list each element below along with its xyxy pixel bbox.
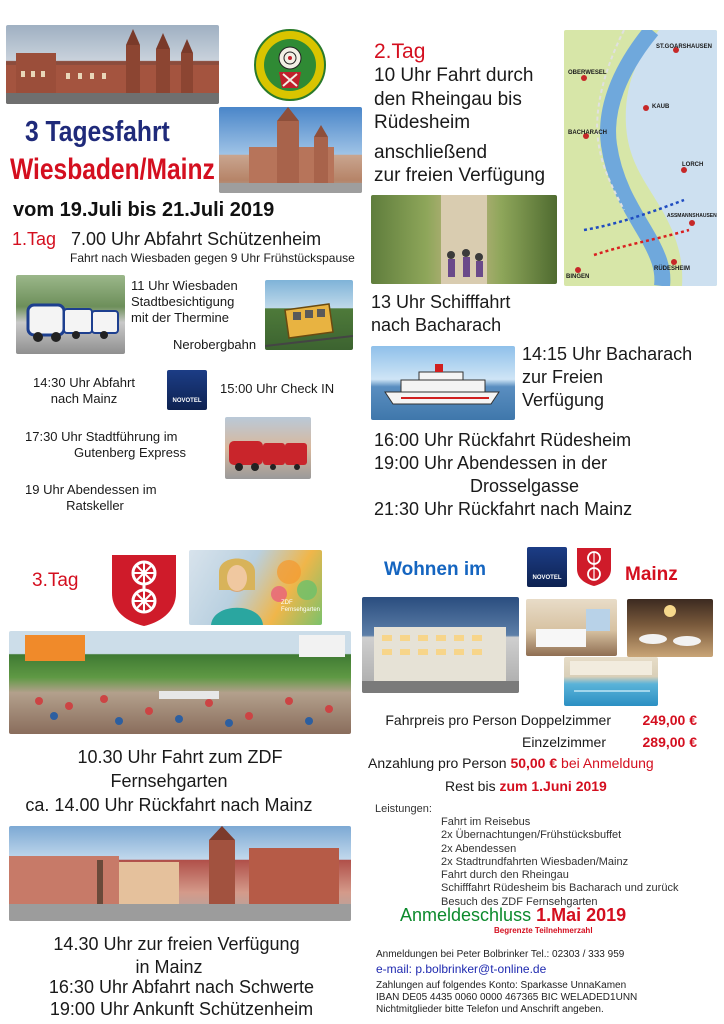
service-item: Fahrt durch den Rheingau <box>441 869 569 882</box>
deposit-value: 50,00 € <box>510 755 558 771</box>
deposit-suffix: bei Anmeldung <box>561 755 654 771</box>
contact-line: Anmeldungen bei Peter Bolbrinker Tel.: 02303 / 333 959 <box>376 949 625 960</box>
day2-return-2: 19:00 Uhr Abendessen in der <box>374 453 608 473</box>
rest-line <box>445 779 607 794</box>
service-item: 2x Übernachtungen/Frühstücksbuffet <box>441 829 622 842</box>
map-place-7: BINGEN <box>566 274 590 280</box>
day1-label: 1.Tag <box>12 229 57 249</box>
bank-line-3: Nichtmitglieder bitte Telefon und Anschrift angeben. <box>376 1004 604 1015</box>
hotel-mainz: Mainz <box>625 564 678 585</box>
day2-line2: den Rheingau bis <box>374 89 522 110</box>
day1-dinner-line1: 19 Uhr Abendessen im <box>25 482 157 497</box>
services-label: Leistungen: <box>375 803 432 815</box>
deadline-date: 1.Mai 2019 <box>536 905 627 925</box>
thermine-train-photo <box>16 275 125 354</box>
wiesbaden-palace-photo <box>6 25 219 104</box>
day1-guide-line2: Gutenberg Express <box>73 445 186 460</box>
day3-free-line1: 14.30 Uhr zur freien Verfügung <box>53 934 300 954</box>
services-list <box>441 816 678 909</box>
zdf-presenter-photo <box>189 550 322 625</box>
hotel-room-photo <box>526 599 617 656</box>
trip-dates: vom 19.Juli bis 21.Juli 2019 <box>13 199 275 221</box>
price-single-value: 289,00 € <box>642 734 697 750</box>
map-place-5: ASSMANNSHAUSEN <box>667 213 717 219</box>
hotel-restaurant-photo <box>627 599 713 657</box>
novotel-logo-text: NOVOTEL <box>172 398 202 404</box>
rhine-map <box>564 30 717 286</box>
day2-return-1: 16:00 Uhr Rückfahrt Rüdesheim <box>374 430 632 450</box>
novotel-logo-large <box>527 547 567 587</box>
palace-drawing <box>6 25 219 104</box>
day2-bach-line2: zur Freien <box>522 367 604 387</box>
deadline-line <box>400 906 626 926</box>
service-item: 2x Stadtrundfahrten Wiesbaden/Mainz <box>441 855 629 868</box>
day3-zdf-line3: ca. 14.00 Uhr Rückfahrt nach Mainz <box>25 795 313 815</box>
day3-free-line3: 16:30 Uhr Abfahrt nach Schwerte <box>48 977 315 997</box>
day2-label: 2.Tag <box>374 40 426 63</box>
mainz-coat-of-arms <box>108 553 180 627</box>
day1-mainz-line2: nach Mainz <box>50 391 118 406</box>
price-single-label: Einzelzimmer <box>521 734 606 750</box>
map-place-4: LORCH <box>682 162 704 168</box>
day1-tour-line2: Stadtbesichtigung <box>131 294 235 309</box>
rhine-ship-photo <box>371 346 515 420</box>
drosselgasse-photo <box>371 195 557 284</box>
map-place-3: BACHARACH <box>568 130 607 136</box>
day1-tour-line1: 11 Uhr Wiesbaden <box>131 278 238 293</box>
day2-return-3: Drosselgasse <box>470 476 580 496</box>
day3-zdf-line2: Fernsehgarten <box>110 771 228 791</box>
day2-bach-line1: 14:15 Uhr Bacharach <box>522 344 693 364</box>
novotel-logo-large-text: NOVOTEL <box>532 575 562 581</box>
day1-checkin: 15:00 Uhr Check IN <box>220 381 335 396</box>
nerobergbahn-label: Nerobergbahn <box>173 337 257 352</box>
service-item: Besuch des ZDF Fernsehgarten <box>441 895 598 908</box>
mainz-coat-of-arms-small <box>575 547 613 587</box>
day3-free-line2: in Mainz <box>135 957 203 977</box>
bank-line-1: Zahlungen auf folgendes Konto: Sparkasse UnnaKamen <box>376 980 627 991</box>
zdf-badge: ZDF Fernsehgarten <box>281 600 321 614</box>
rest-label: Rest bis <box>445 778 496 794</box>
nerobergbahn-photo <box>265 280 353 350</box>
map-place-1: OBERWESEL <box>568 70 607 76</box>
day3-label: 3.Tag <box>32 570 79 591</box>
day1-tour-line3: mit der Thermine <box>131 310 230 325</box>
service-item: 2x Abendessen <box>441 842 517 855</box>
title-line-1: 3 Tagesfahrt <box>25 116 170 148</box>
title-line-2: Wiesbaden/Mainz <box>10 153 215 186</box>
day1-mainz-line1: 14:30 Uhr Abfahrt <box>33 375 135 390</box>
map-place-2: KAUB <box>652 104 670 110</box>
map-place-0: ST.GOARSHAUSEN <box>656 44 713 50</box>
limited-participants: Begrenzte Teilnehmerzahl <box>494 926 593 935</box>
day2-line4: anschließend <box>374 142 488 163</box>
rest-value: zum 1.Juni 2019 <box>499 778 607 794</box>
day2-line1: 10 Uhr Fahrt durch <box>374 65 534 86</box>
mainz-marketplace-photo <box>9 826 351 921</box>
deadline-label: Anmeldeschluss <box>400 905 532 925</box>
day1-dinner-line2: Ratskeller <box>66 498 124 513</box>
service-item: Schifffahrt Rüdesheim bis Bacharach und zurück <box>441 882 679 895</box>
day2-bach-line3: Verfügung <box>522 390 605 410</box>
service-item: Fahrt im Reisebus <box>441 816 531 828</box>
hotel-pool-photo <box>564 657 658 706</box>
deposit-line <box>368 756 654 771</box>
fernsehgarten-crowd-photo <box>9 631 351 734</box>
day2-ship-line1: 13 Uhr Schifffahrt <box>371 292 511 312</box>
deposit-label: Anzahlung pro Person <box>368 755 507 771</box>
club-emblem <box>254 28 326 102</box>
gutenberg-express-photo <box>225 417 311 479</box>
email-link[interactable]: e-mail: p.bolbrinker@t-online.de <box>376 962 547 976</box>
day2-ship-line2: nach Bacharach <box>371 315 502 335</box>
map-place-6: RÜDESHEIM <box>654 266 691 272</box>
day1-departure: 7.00 Uhr Abfahrt Schützenheim <box>71 229 322 249</box>
day1-guide-line1: 17:30 Uhr Stadtführung im <box>25 429 178 444</box>
day1-departure-note: Fahrt nach Wiesbaden gegen 9 Uhr Frühstückspause <box>70 251 355 265</box>
bank-line-2: IBAN DE05 4435 0060 0000 467365 BIC WELADED1UNN <box>376 992 638 1003</box>
day3-zdf-line1: 10.30 Uhr Fahrt zum ZDF <box>77 747 283 767</box>
price-double-value: 249,00 € <box>642 712 697 728</box>
day3-free-line4: 19:00 Uhr Ankunft Schützenheim <box>49 999 314 1019</box>
novotel-logo-small <box>167 370 207 410</box>
hotel-wohnen: Wohnen im <box>384 559 487 580</box>
mainz-cathedral-photo <box>219 107 362 193</box>
novotel-exterior-photo <box>362 597 519 693</box>
day2-line3: Rüdesheim <box>374 112 471 133</box>
day2-line5: zur freien Verfügung <box>374 165 546 186</box>
day2-return-4: 21:30 Uhr Rückfahrt nach Mainz <box>374 499 633 519</box>
price-double-label: Fahrpreis pro Person Doppelzimmer <box>385 712 611 728</box>
